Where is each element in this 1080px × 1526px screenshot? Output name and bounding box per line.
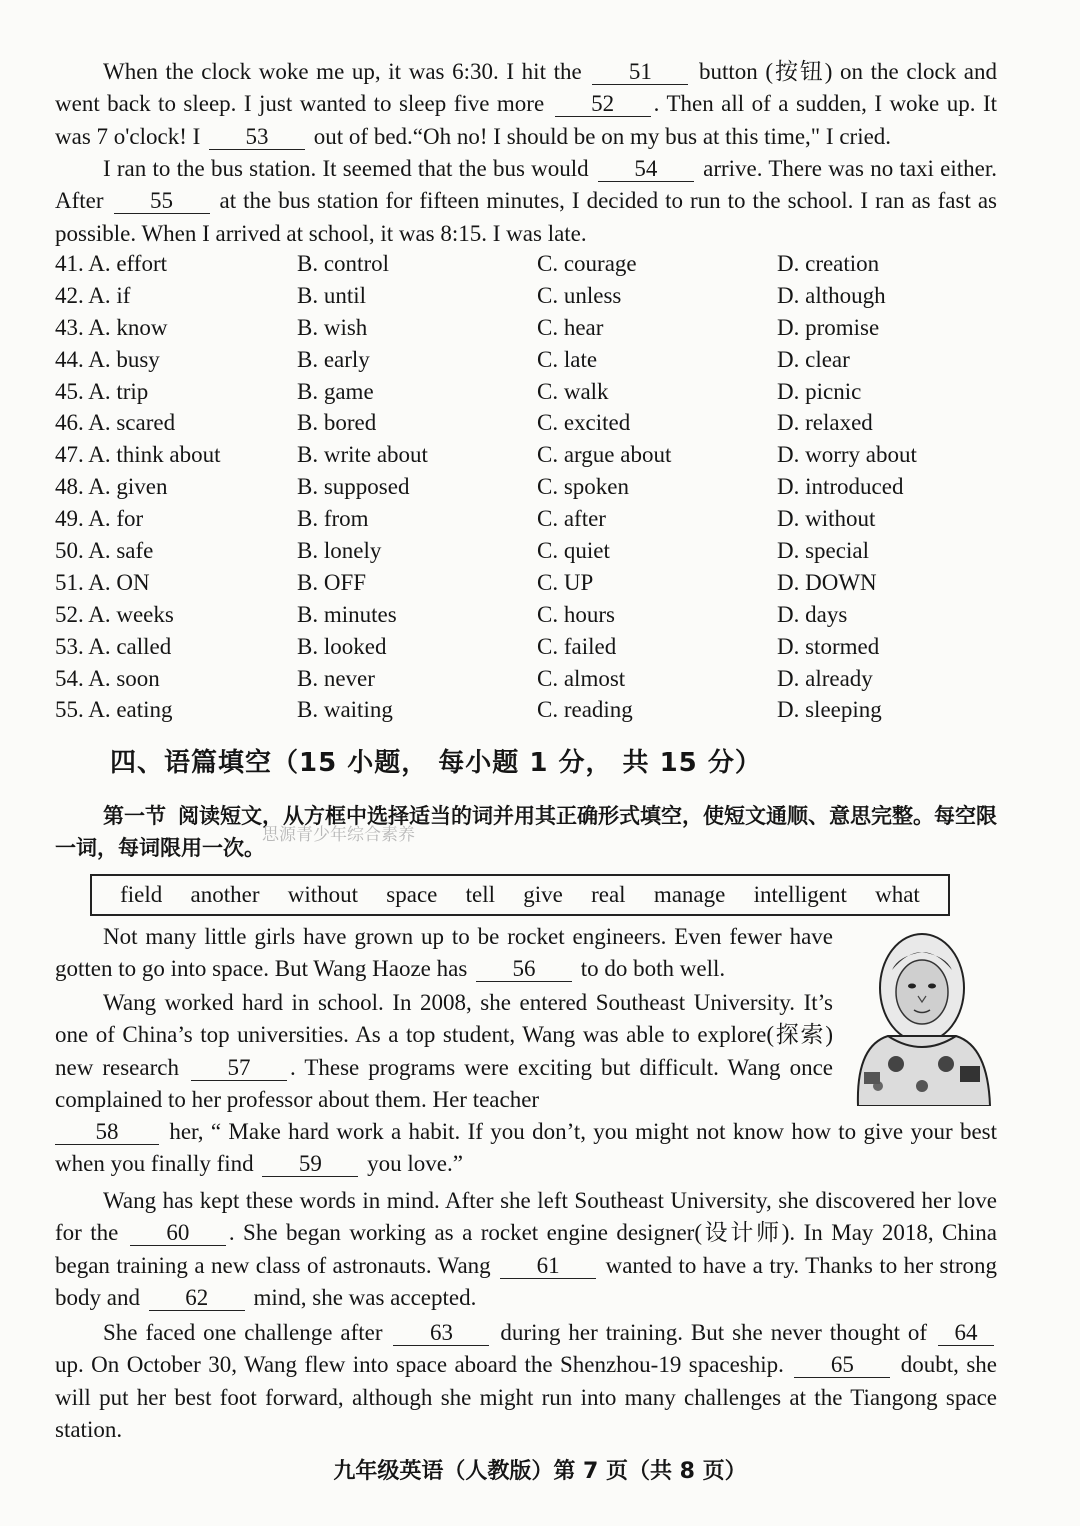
option-row-42: 42. A. if B. until C. unless D. although <box>55 282 886 308</box>
blank-63: 63 <box>393 1321 489 1346</box>
word-box-item: real <box>591 882 626 907</box>
option-row-54: 54. A. soon B. never C. almost D. already <box>55 665 873 691</box>
blank-62: 62 <box>149 1286 245 1311</box>
option-row-55: 55. A. eating B. waiting C. reading D. sleeping <box>55 697 882 723</box>
page-footer: 九年级英语（人教版）第 7 页（共 8 页） <box>333 1459 747 1484</box>
options-list <box>55 248 1015 726</box>
blank-51: 51 <box>592 60 688 85</box>
word-box-item: without <box>287 882 359 907</box>
blank-57: 57 <box>191 1056 287 1081</box>
word-box-item: manage <box>653 882 726 907</box>
word-box-item: space <box>386 882 438 907</box>
option-row-52: 52. A. weeks B. minutes C. hours D. days <box>55 601 848 627</box>
blank-56: 56 <box>476 957 572 982</box>
option-row-46: 46. A. scared B. bored C. excited D. relaxed <box>55 410 873 436</box>
word-box-item: what <box>875 882 920 907</box>
word-box-item: field <box>120 882 163 907</box>
word-box-item: tell <box>465 882 495 907</box>
passage2-paragraph-1: Not many little girls have grown up to be rocket engineers. Even fewer have gotten to go into space. But Wang Haoze has 56 to do both well. <box>55 924 833 982</box>
option-row-43: 43. A. know B. wish C. hear D. promise <box>55 314 880 340</box>
blank-54: 54 <box>598 157 694 182</box>
option-row-50: 50. A. safe B. lonely C. quiet D. special <box>55 538 869 564</box>
passage2-paragraph-2: Wang worked hard in school. In 2008, she entered Southeast University. It’s one of China’s top universities. As a top student, Wang was able to explore(探索) new research 57 . These programs were exciting but difficult. Wang once complained to her professor about them. Her teacher 58 her, “ Make hard work a habit. If you don’t, you might not know how to give your best when you finally find 59 you love.” <box>55 990 997 1177</box>
option-row-51: 51. A. ON B. OFF C. UP D. DOWN <box>55 569 877 595</box>
option-row-48: 48. A. given B. supposed C. spoken D. introduced <box>55 474 904 500</box>
blank-61: 61 <box>500 1254 596 1279</box>
passage1-paragraph-2: I ran to the bus station. It seemed that the bus would 54 arrive. There was no taxi either. After 55 at the bus station for fifteen minutes, I decided to run to the school. I ran as fast as possible. When I arrived at school, it was 8:15. I was late. <box>55 156 997 246</box>
watermark: 思源青少年综合素养 <box>262 825 415 845</box>
word-box-item: give <box>523 882 563 907</box>
blank-53: 53 <box>209 125 305 150</box>
option-row-49: 49. A. for B. from C. after D. without <box>55 506 876 532</box>
option-row-53: 53. A. called B. looked C. failed D. stormed <box>55 633 880 659</box>
passage2-paragraph-3: Wang has kept these words in mind. After she left Southeast University, she discovered her love for the 60 . She began working as a rocket engine designer(设计师). In May 2018, China began training a new class of astronauts. Wang 61 wanted to have a try. Thanks to her strong body and 62 mind, she was accepted. <box>55 1188 997 1310</box>
blank-55: 55 <box>114 189 210 214</box>
word-box-item: intelligent <box>753 882 847 907</box>
section-instruction: 第一节 阅读短文，从方框中选择适当的词并用其正确形式填空，使短文通顺、意思完整。每空限一词，每词限用一次。 <box>55 804 997 860</box>
blank-58: 58 <box>55 1120 159 1145</box>
passage2-paragraph-4: She faced one challenge after 63 during her training. But she never thought of 64 up. On October 30, Wang flew into space aboard the Shenzhou-19 spaceship. 65 doubt, she will put her best foot forward, although she might run into many challenges at the Tiangong space station. <box>55 1320 997 1442</box>
section-label: 第一节 <box>103 804 166 828</box>
option-row-47: 47. A. think about B. write about C. argue about D. worry about <box>55 442 917 468</box>
blank-59: 59 <box>262 1152 358 1177</box>
word-box <box>90 874 950 916</box>
option-row-45: 45. A. trip B. game C. walk D. picnic <box>55 378 862 404</box>
blank-64: 64 <box>938 1321 994 1346</box>
option-row-41: 41. A. effort B. control C. courage D. creation <box>55 251 880 276</box>
passage1-paragraph-1: When the clock woke me up, it was 6:30. I hit the 51 button (按钮) on the clock and went back to sleep. I just wanted to sleep five more 52 . Then all of a sudden, I woke up. It was 7 o'clock! I 53 out of bed.“Oh no! I should be on my bus at this time," I cried. <box>55 59 998 149</box>
blank-60: 60 <box>130 1221 226 1246</box>
word-box-item: another <box>190 882 260 907</box>
blank-65: 65 <box>794 1353 890 1378</box>
option-row-44: 44. A. busy B. early C. late D. clear <box>55 346 850 372</box>
section-title: 四、语篇填空（15 小题， 每小题 1 分， 共 15 分） <box>110 748 762 778</box>
blank-52: 52 <box>555 92 651 117</box>
